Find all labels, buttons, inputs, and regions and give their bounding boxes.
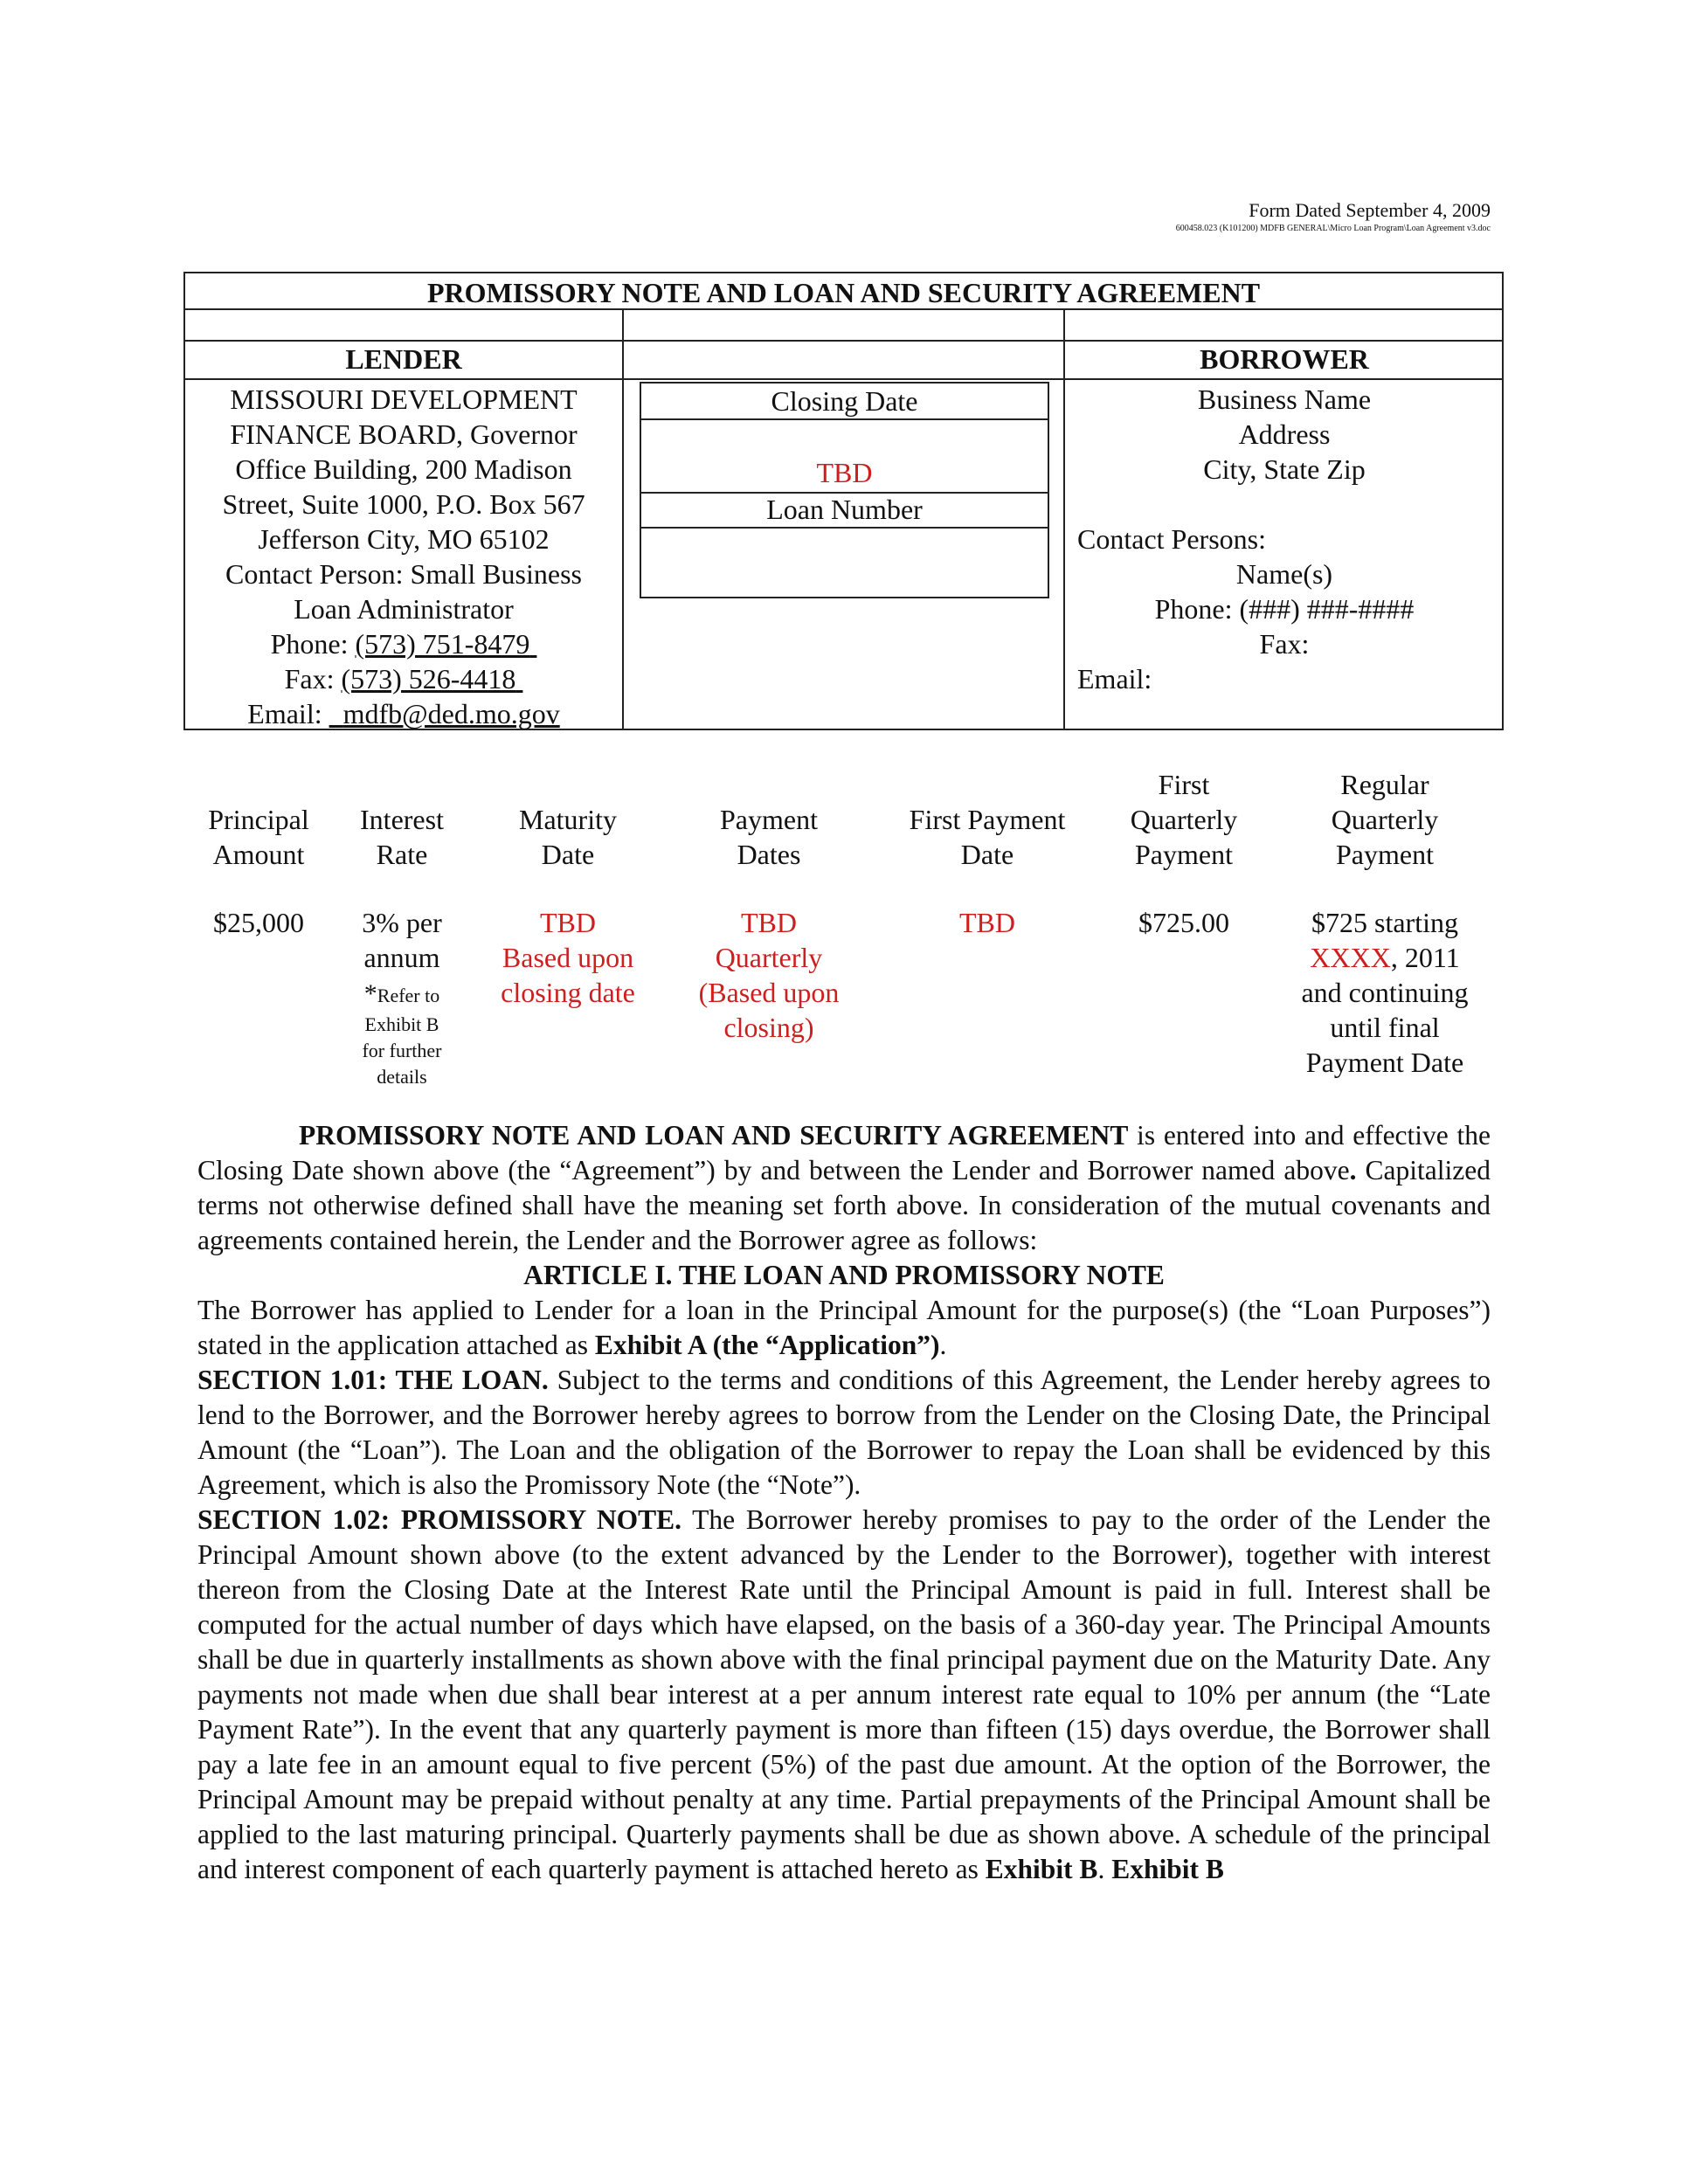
header-regular-quarterly-payment: Regular Quarterly Payment — [1331, 769, 1439, 870]
regular-quarterly-payment-value: $725 starting XXXX, 2011 and continuing until final Payment Date — [1301, 907, 1469, 1078]
borrower-details — [1063, 382, 1505, 696]
borrower-contact-label: Contact Persons: — [1077, 523, 1266, 555]
section-1-01: SECTION 1.01: THE LOAN. Subject to the terms and conditions of this Agreement, the Lender hereby agrees to lend to the Borrower, and the Borrower hereby agrees to borrow from the Lender on the Closing Date, the Principal Amount (the “Loan”). The Loan and the obligation of the Borrower to repay the Loan shall be evidenced by this Agreement, which is also the Promissory Note (the “Note”). — [197, 1365, 1491, 1500]
lender-phone: Phone: (573) 751-8479 — [270, 628, 530, 660]
lender-line: Street, Suite 1000, P.O. Box 567 — [222, 488, 585, 520]
borrower-names: Name(s) — [1235, 558, 1333, 590]
interest-rate-note: *Refer to Exhibit B for further details — [362, 979, 442, 1088]
borrower-fax: Fax: — [1259, 628, 1310, 660]
payment-dates-value: TBD Quarterly (Based upon closing) — [698, 907, 840, 1043]
borrower-heading: BORROWER — [1200, 343, 1369, 375]
first-payment-date-value: TBD — [959, 907, 1015, 938]
lender-fax-number: (573) 526-4418 — [341, 663, 516, 695]
spacer — [1063, 487, 1505, 522]
section-1-02: SECTION 1.02: PROMISSORY NOTE. The Borrower hereby promises to pay to the order of the Lender the Principal Amount shown above (to the extent advanced by the Lender to the Borrower), together with interest thereon from the Closing Date at the Interest Rate until the Principal Amount is paid in full. Interest shall be computed for the actual number of days which have elapsed, on the basis of a 360-day year. The Principal Amounts shall be due in quarterly installments as shown above with the final principal payment due on the Maturity Date. Any payments not made when due shall bear interest at a per annum interest rate equal to 10% per annum (the “Late Payment Rate”). In the event that any quarterly payment is more than fifteen (15) days overdue, the Borrower shall pay a late fee in an amount equal to five percent (5%) of the past due amount. At the option of the Borrower, the Principal Amount may be prepaid without penalty at any time. Partial prepayments of the Principal Amount shall be applied to the last maturing principal. Quarterly payments shall be due as shown above. A schedule of the principal and interest component of each quarterly payment is attached hereto as Exhibit B. Exhibit B — [197, 1504, 1491, 1884]
principal-amount-value: $25,000 — [213, 907, 304, 938]
table-divider — [622, 308, 624, 729]
box-rule — [641, 527, 1048, 529]
lender-line: Contact Person: Small Business — [225, 558, 582, 590]
lender-line: Office Building, 200 Madison — [235, 453, 572, 485]
agreement-title: PROMISSORY NOTE AND LOAN AND SECURITY AGREEMENT — [426, 277, 1261, 308]
interest-rate-value: 3% per annum *Refer to Exhibit B for further details — [341, 905, 463, 1090]
borrower-address: Address — [1238, 418, 1331, 450]
borrower-business-name: Business Name — [1197, 384, 1372, 415]
table-rule — [185, 340, 1502, 342]
header-first-quarterly-payment: First Quarterly Payment — [1130, 769, 1238, 870]
lender-phone-number: (573) 751-8479 — [355, 628, 530, 660]
maturity-date-value: TBD Based upon closing date — [501, 907, 635, 1008]
lender-email: Email: mdfb@ded.mo.gov — [247, 698, 560, 729]
intro-paragraph: PROMISSORY NOTE AND LOAN AND SECURITY AGREEMENT is entered into and effective the Closing Date shown above (the “Agreement”) by and between the Lender and Borrower named above. Capitalized terms not otherwise defined shall have the meaning set forth above. In consideration of the mutual covenants and agreements contained herein, the Lender and the Borrower agree as follows: — [197, 1120, 1491, 1255]
table-rule — [185, 308, 1502, 310]
agreement-body — [197, 1118, 1491, 1887]
borrower-phone: Phone: (###) ###-#### — [1154, 593, 1415, 625]
header-maturity-date: Maturity Date — [519, 804, 617, 870]
article-heading: ARTICLE I. THE LOAN AND PROMISSORY NOTE — [523, 1260, 1165, 1290]
box-rule — [641, 418, 1048, 420]
first-quarterly-payment-value: $725.00 — [1138, 907, 1229, 938]
lender-details — [185, 382, 622, 731]
header-interest-rate: Interest Rate — [360, 804, 444, 870]
agreement-header-table — [183, 272, 1504, 730]
lender-line: Jefferson City, MO 65102 — [258, 523, 550, 555]
borrower-email: Email: — [1077, 663, 1152, 695]
table-rule — [185, 378, 1502, 380]
form-date: Form Dated September 4, 2009 — [1249, 199, 1491, 221]
lender-fax: Fax: (573) 526-4418 — [284, 663, 516, 695]
borrower-city-state-zip: City, State Zip — [1203, 453, 1366, 485]
header-first-payment-date: First Payment Date — [909, 804, 1066, 870]
lender-line: MISSOURI DEVELOPMENT — [230, 384, 578, 415]
header-payment-dates: Payment Dates — [720, 804, 818, 870]
closing-date-value: TBD — [816, 457, 873, 488]
lender-line: FINANCE BOARD, Governor — [230, 418, 578, 450]
lender-email-address[interactable]: mdfb@ded.mo.gov — [342, 698, 560, 729]
closing-date-label: Closing Date — [771, 385, 918, 417]
article-paragraph: The Borrower has applied to Lender for a loan in the Principal Amount for the purpose(s) (the “Loan Purposes”) stated in the application attached as Exhibit A (the “Application”). — [197, 1295, 1491, 1360]
closing-info-box — [640, 382, 1049, 598]
lender-line: Loan Administrator — [294, 593, 514, 625]
loan-number-label: Loan Number — [766, 494, 923, 525]
lender-heading: LENDER — [345, 343, 462, 375]
header-principal-amount: Principal Amount — [208, 804, 309, 870]
file-path: 600458.023 (K101200) MDFB GENERAL\Micro Loan Program\Loan Agreement v3.doc — [1175, 224, 1491, 233]
